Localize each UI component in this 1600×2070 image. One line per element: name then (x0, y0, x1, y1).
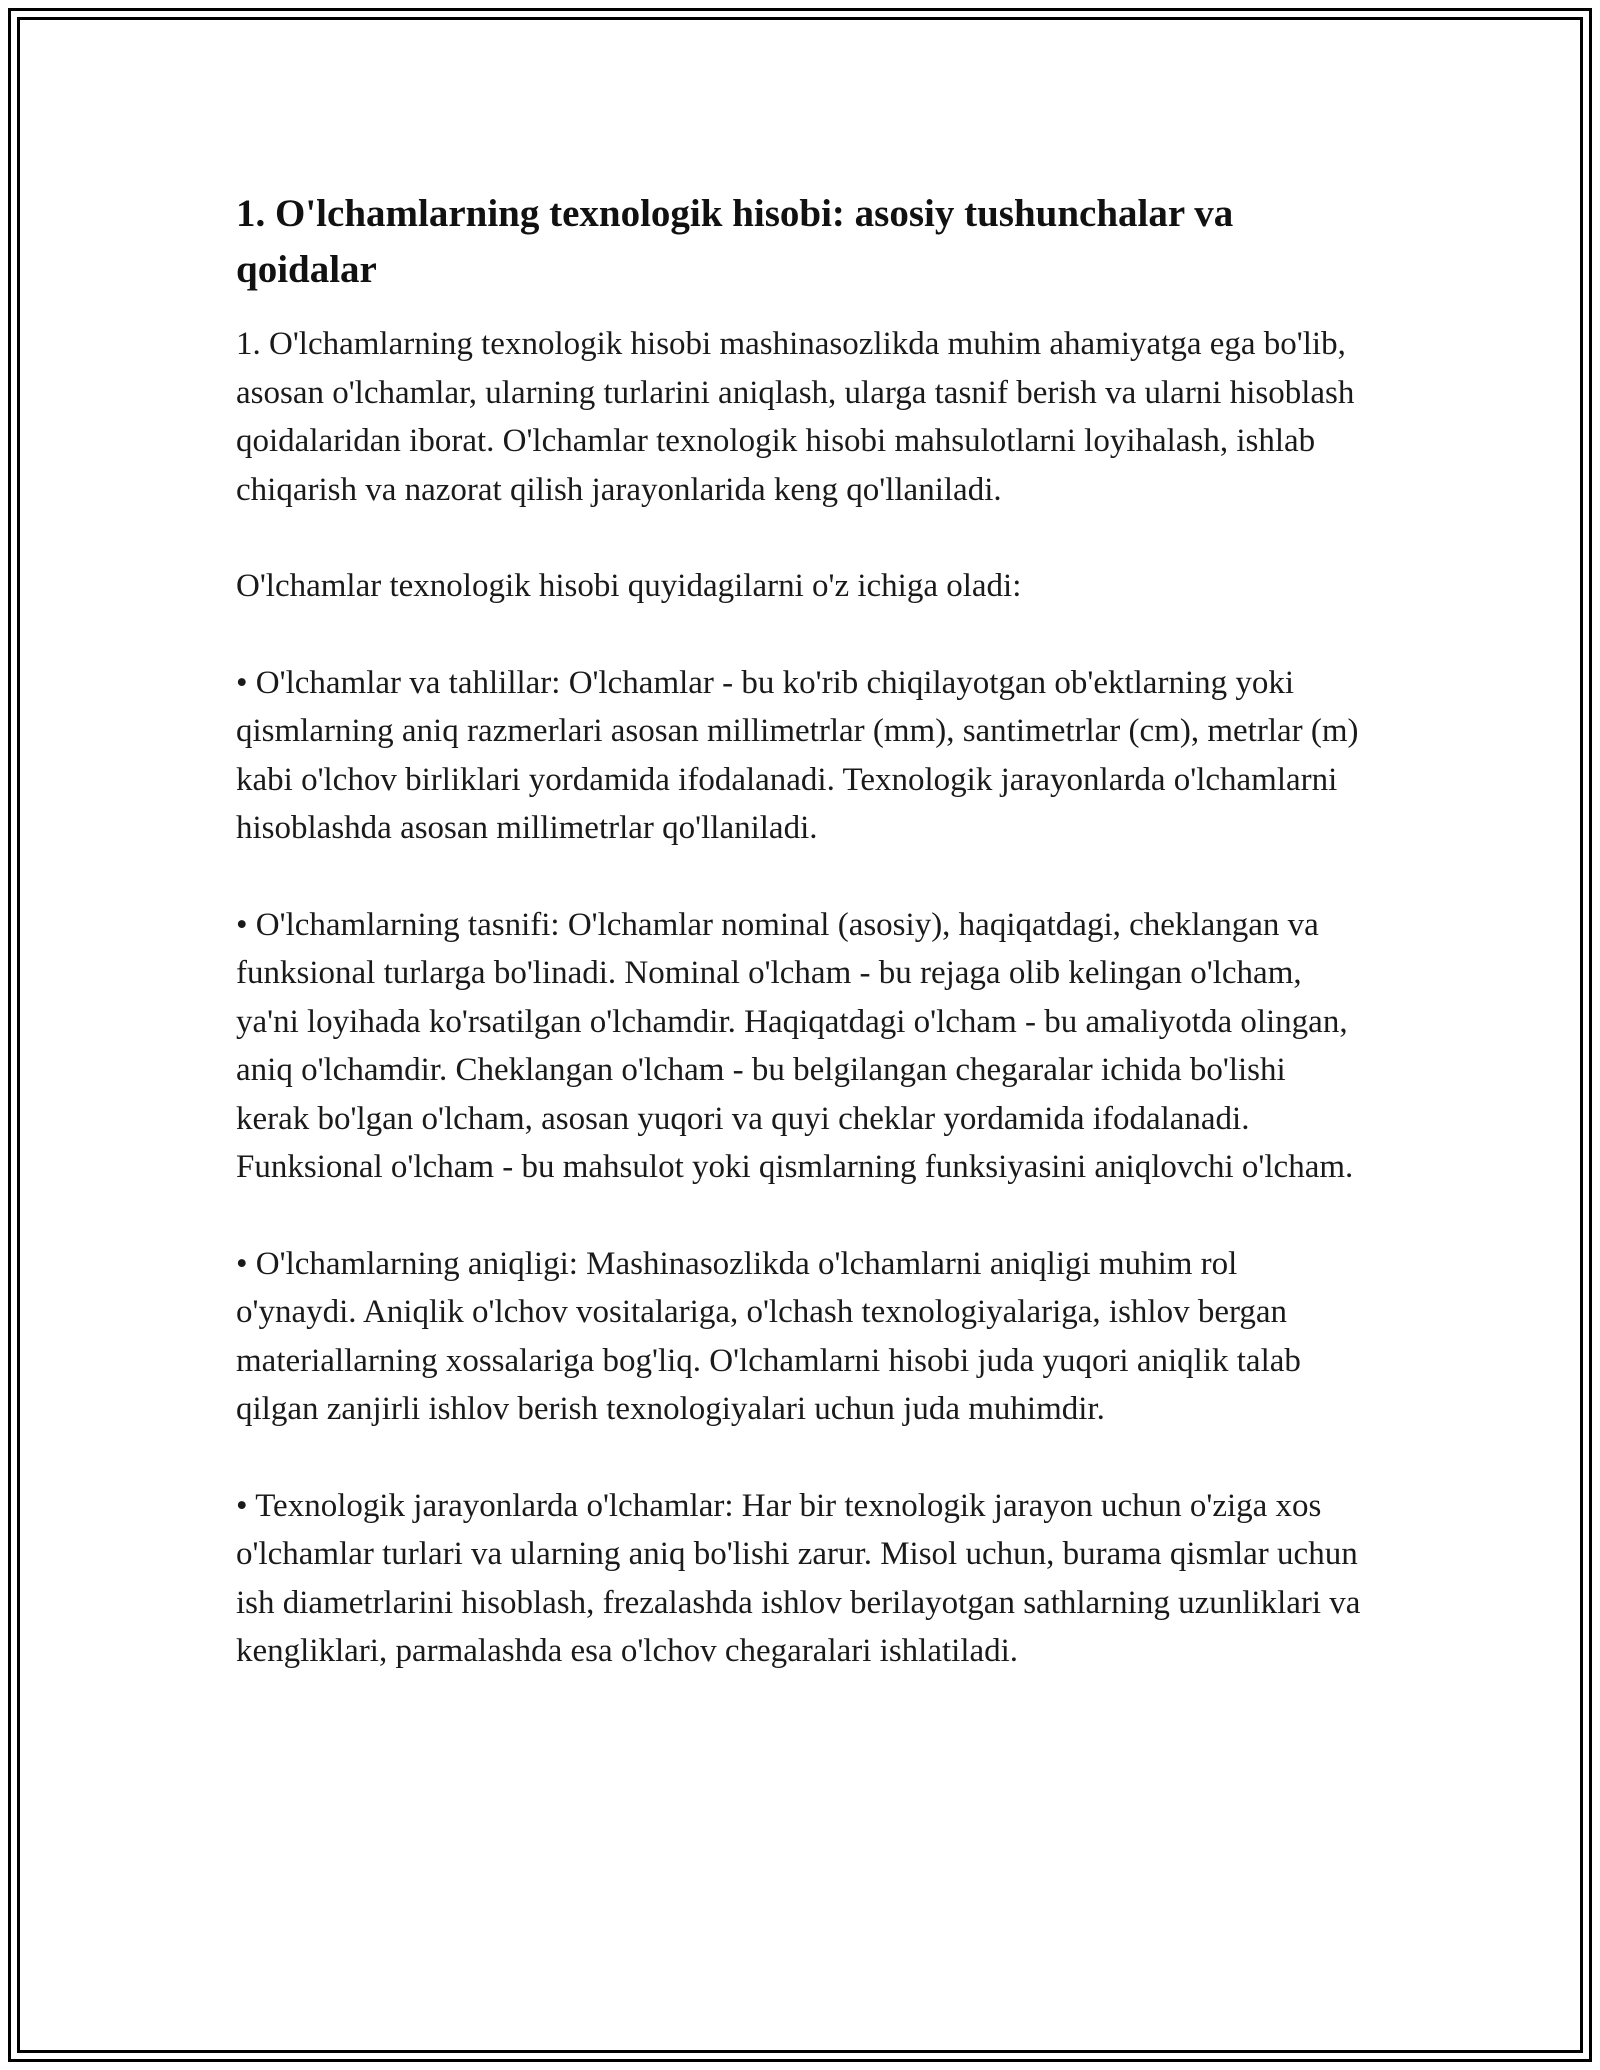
bullet-paragraph-accuracy: • O'lchamlarning aniqligi: Mashinasozlikda o'lchamlarni aniqligi muhim rol o'ynaydi. Aniqlik o'lchov vositalariga, o'lchash texnologiyalariga, ishlov bergan materiallarning xossalariga bog'liq. O'lchamlarni hisobi juda yuqori aniqlik talab qilgan zanjirli ishlov berish texnologiyalari uchun juda muhimdir. (236, 1245, 1301, 1427)
intro-paragraph: 1. O'lchamlarning texnologik hisobi mashinasozlikda muhim ahamiyatga ega bo'lib, asosan o'lchamlar, ularning turlarini aniqlash, ularga tasnif berish va ularni hisoblash qoidalaridan iborat. O'lchamlar texnologik hisobi mahsulotlarni loyihalash, ishlab chiqarish va nazorat qilish jarayonlarida keng qo'llaniladi. (236, 326, 1355, 508)
document-title: 1. O'lchamlarning texnologik hisobi: asosiy tushunchalar va qoidalar (236, 192, 1234, 291)
bullet-paragraph-measurements: • O'lchamlar va tahlillar: O'lchamlar - bu ko'rib chiqilayotgan ob'ektlarning yoki qismlarning aniq razmerlari asosan millimetrlar (mm), santimetrlar (cm), metrlar (m) kabi o'lchov birliklari yordamida ifodalanadi. Texnologik jarayonlarda o'lchamlarni hisoblashda asosan millimetrlar qo'llaniladi. (236, 664, 1359, 846)
document-body (236, 186, 1366, 1724)
bullet-paragraph-classification: • O'lchamlarning tasnifi: O'lchamlar nominal (asosiy), haqiqatdagi, cheklangan va funksional turlarga bo'linadi. Nominal o'lcham - bu rejaga olib kelingan o'lcham, ya'ni loyihada ko'rsatilgan o'lchamdir. Haqiqatdagi o'lcham - bu amaliyotda olingan, aniq o'lchamdir. Cheklangan o'lcham - bu belgilangan chegaralar ichida bo'lishi kerak bo'lgan o'lcham, asosan yuqori va quyi cheklar yordamida ifodalanadi. Funksional o'lcham - bu mahsulot yoki qismlarning funksiyasini aniqlovchi o'lcham. (236, 906, 1354, 1185)
bullet-paragraph-processes: • Texnologik jarayonlarda o'lchamlar: Har bir texnologik jarayon uchun o'ziga xos o'lchamlar turlari va ularning aniq bo'lishi zarur. Misol uchun, burama qismlar uchun ish diametrlarini hisoblash, frezalashda ishlov berilayotgan sathlarning uzunliklari va kengliklari, parmalashda esa o'lchov chegaralari ishlatiladi. (236, 1487, 1361, 1669)
list-intro-paragraph: O'lchamlar texnologik hisobi quyidagilarni o'z ichiga oladi: (236, 568, 1022, 604)
